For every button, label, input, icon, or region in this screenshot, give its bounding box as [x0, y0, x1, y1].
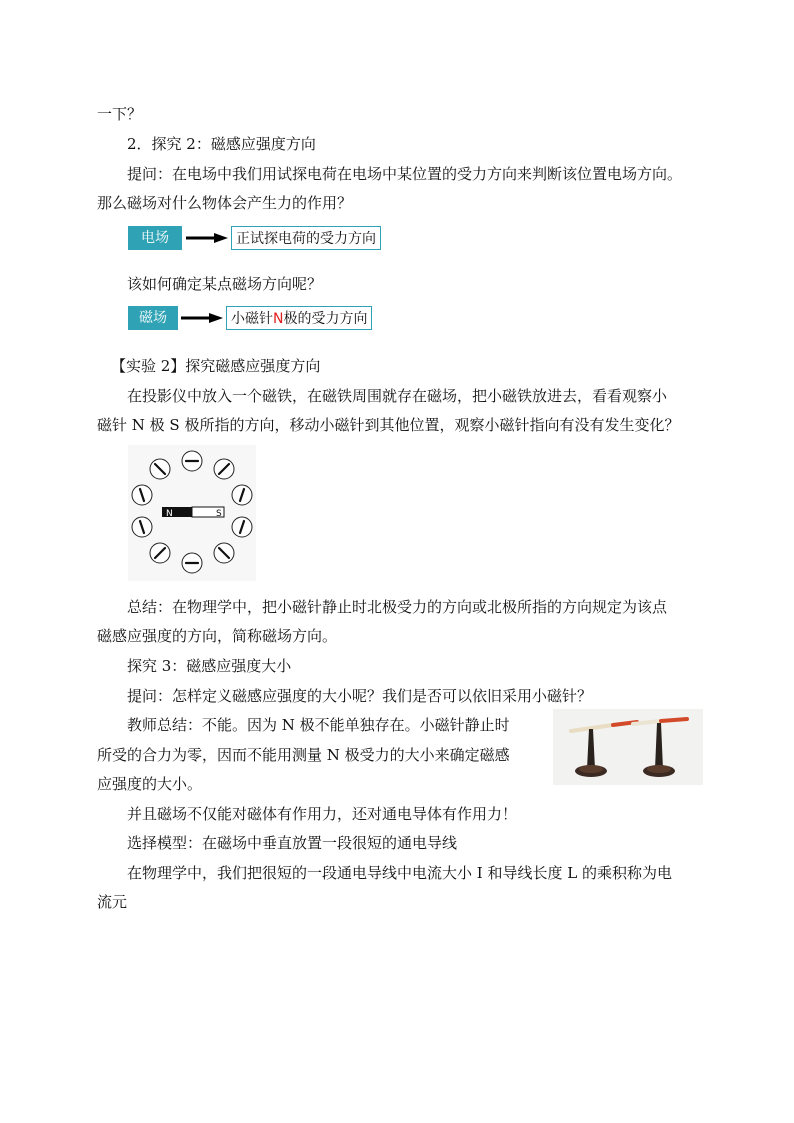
arrow-icon: [184, 230, 230, 246]
compass-magnet-figure: [128, 445, 256, 581]
text-line: 流元: [97, 893, 128, 911]
box-text: 小磁针: [231, 311, 273, 327]
compass-needles-photo: [553, 709, 703, 785]
arrow-icon: [179, 310, 225, 326]
text-line: 磁针 N 极 S 极所指的方向，移动小磁针到其他位置，观察小磁针指向有没有发生变化？: [97, 416, 680, 434]
text-line: 该如何确定某点磁场方向呢？: [127, 275, 323, 293]
text-line: 一下？: [97, 105, 143, 123]
box-text: 极的受力方向: [283, 311, 368, 327]
force-direction-box: 正试探电荷的受力方向: [231, 226, 381, 250]
text-line: 并且磁场不仅能对磁体有作用力，还对通电导体有作用力！: [127, 805, 518, 823]
magnet-south-label: S: [216, 509, 222, 519]
magnetic-field-tag: 磁场: [128, 306, 178, 330]
text-line: 在物理学中，我们把很短的一段通电导线中电流大小 I 和导线长度 L 的乘积称为电: [127, 864, 672, 882]
text-line: 所受的合力为零，因而不能用测量 N 极受力的大小来确定磁感: [97, 746, 510, 764]
section-heading: 探究 3：磁感应强度大小: [127, 657, 292, 675]
text-line: 提问：在电场中我们用试探电荷在电场中某位置的受力方向来判断该位置电场方向。: [127, 165, 683, 183]
text-line: 提问：怎样定义磁感应强度的大小呢？我们是否可以依旧采用小磁针？: [127, 687, 593, 705]
electric-field-tag: 电场: [128, 226, 182, 250]
north-pole-highlight: N: [273, 311, 284, 327]
experiment-heading: 【实验 2】探究磁感应强度方向: [111, 357, 321, 375]
text-line: 教师总结：不能。因为 N 极不能单独存在。小磁针静止时: [127, 716, 510, 734]
text-line: 选择模型：在磁场中垂直放置一段很短的通电导线: [127, 834, 458, 852]
section-heading: 2．探究 2：磁感应强度方向: [127, 135, 316, 153]
text-line: 那么磁场对什么物体会产生力的作用？: [97, 194, 353, 212]
text-line: 在投影仪中放入一个磁铁，在磁铁周围就存在磁场，把小磁铁放进去，看看观察小: [127, 387, 668, 405]
text-line: 总结：在物理学中，把小磁针静止时北极受力的方向或北极所指的方向规定为该点: [127, 598, 668, 616]
compass-force-box: [226, 306, 372, 330]
text-line: 应强度的大小。: [97, 775, 203, 793]
magnet-north-label: N: [166, 509, 173, 519]
text-line: 磁感应强度的方向，简称磁场方向。: [97, 627, 338, 645]
